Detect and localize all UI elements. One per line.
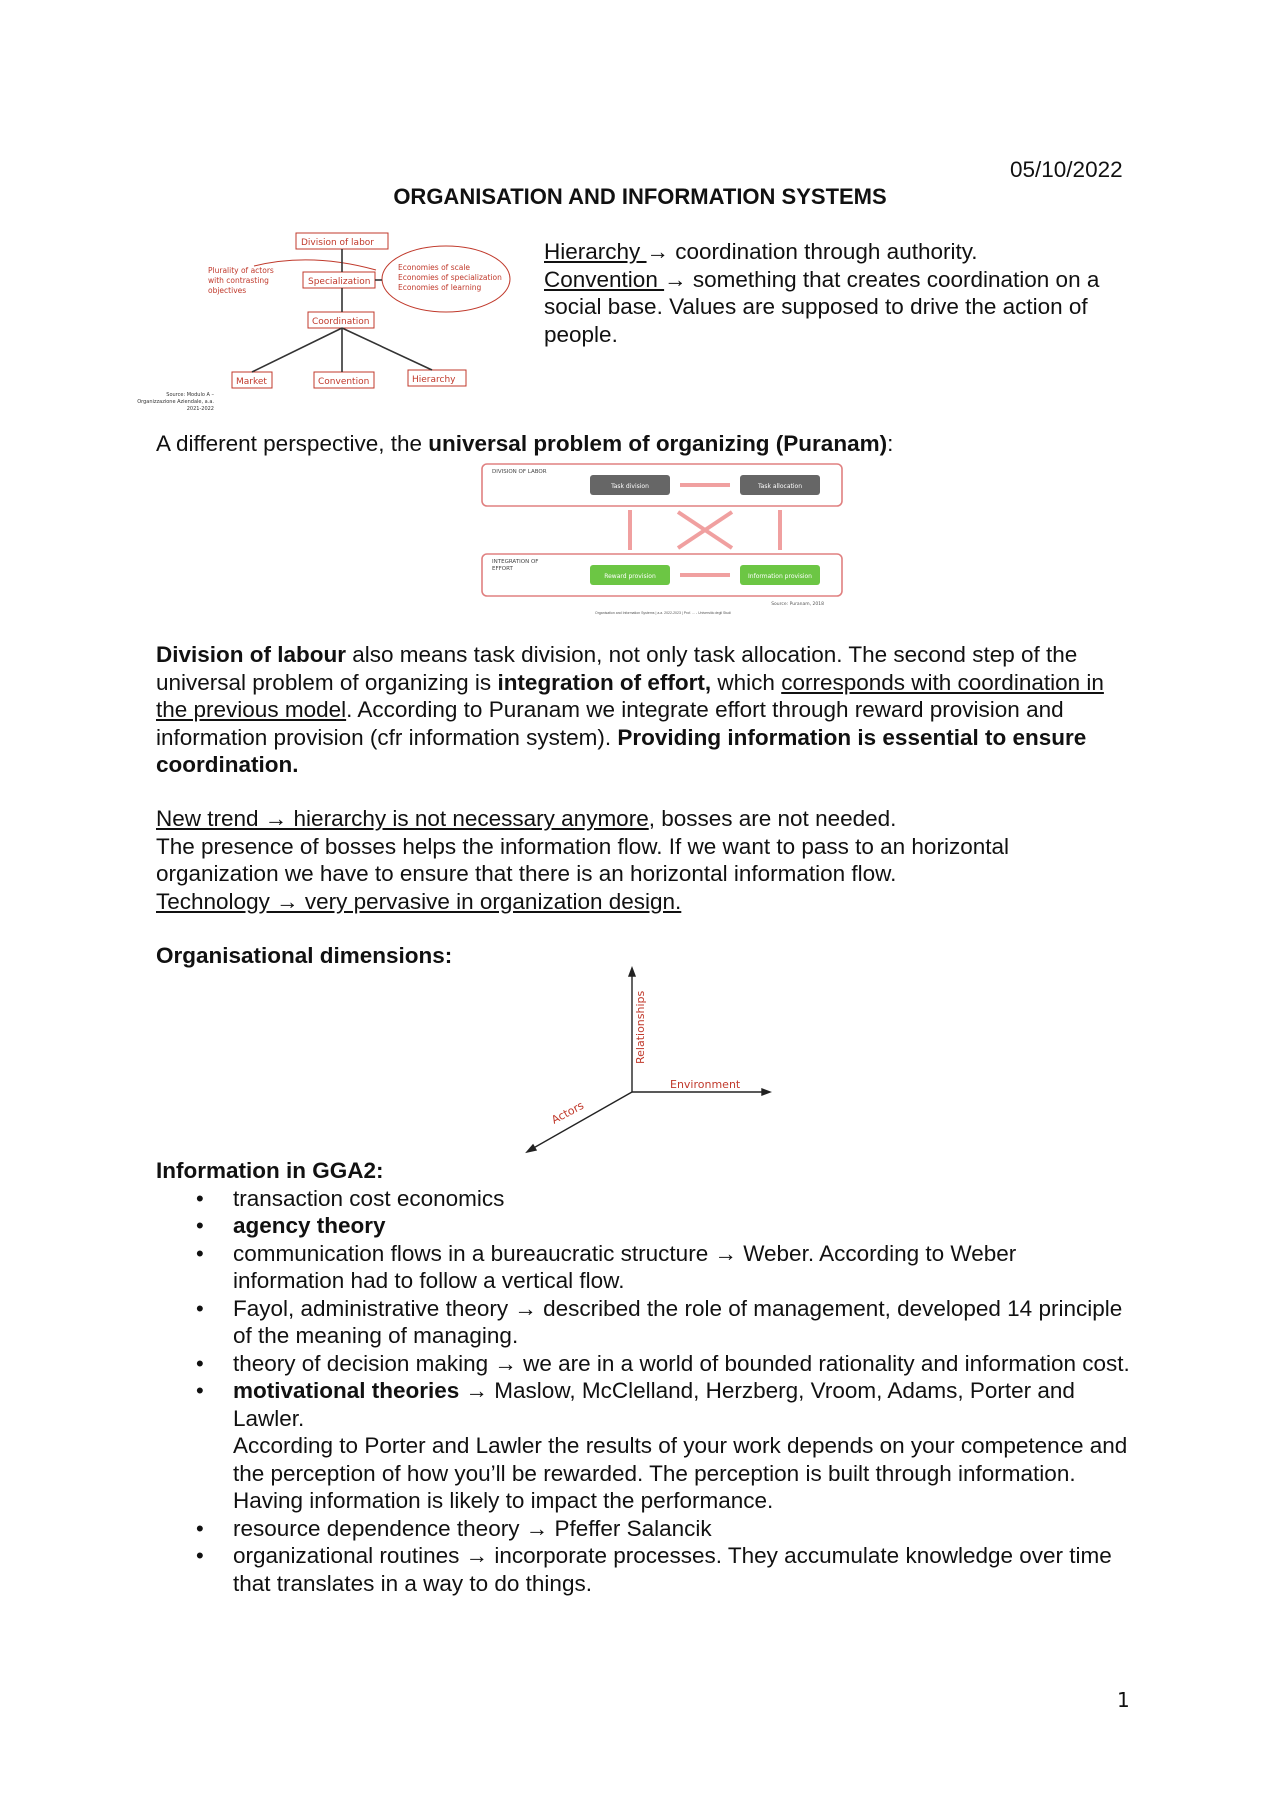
- division-bold-3: Providing information is essential to ensure coordination.: [156, 724, 1087, 777]
- hierarchy-definition: [544, 238, 1144, 266]
- gga2-list: [156, 1185, 1131, 1598]
- actors-label: Actors: [549, 1098, 587, 1127]
- technology-line: Technology → very pervasive in organization design.: [156, 888, 682, 914]
- fig2-footer: Organisation and Information Systems | a.a. 2022-2023 | Prof. ... - Università degli Studi: [594, 611, 732, 615]
- fig1-hierarchy-label: Hierarchy: [412, 375, 456, 385]
- fig1-coordination-label: Coordination: [312, 317, 370, 327]
- fig1-source-line3: 2021-2022: [186, 406, 214, 412]
- bosses-text: The presence of bosses helps the information flow. If we want to pass to an horizontal organization we have to ensure that there is an horizontal information flow.: [156, 833, 1009, 886]
- document-title: ORGANISATION AND INFORMATION SYSTEMS: [393, 184, 887, 209]
- fig1-economies-line2: Economies of specialization: [398, 273, 502, 282]
- division-underline: corresponds with coordination in the previous model: [156, 669, 1104, 722]
- division-band-label: DIVISION OF LABOR: [492, 469, 547, 475]
- list-item: • Fayol, administrative theory → described the role of management, developed 14 principle of the meaning of managing.: [156, 1295, 1131, 1350]
- intro-definitions: [544, 238, 1144, 348]
- motivational-theories-rest: → Maslow, McClelland, Herzberg, Vroom, Adams, Porter and Lawler.: [233, 1378, 1075, 1431]
- fig1-economies-line3: Economies of learning: [398, 283, 482, 292]
- task-allocation-label: Task allocation: [757, 483, 803, 490]
- task-division-label: Task division: [611, 483, 649, 490]
- gga2-heading-text: Information in GGA2:: [156, 1158, 384, 1183]
- trend-underline: New trend → hierarchy is not necessary anymore: [156, 806, 649, 831]
- convention-term: Convention: [544, 266, 665, 292]
- fig1-convention-label: Convention: [318, 377, 370, 387]
- gga2-section: [156, 1157, 1131, 1597]
- convention-definition: [544, 266, 1144, 349]
- trend-paragraph: [156, 805, 1131, 915]
- list-item: • transaction cost economics: [156, 1185, 1131, 1213]
- puranam-diagram: [478, 460, 848, 606]
- reward-provision-label: Reward provision: [604, 573, 656, 580]
- list-item: • resource dependence theory → Pfeffer Salancik: [156, 1515, 1131, 1543]
- dimensions-axes: [520, 966, 780, 1156]
- division-text-1: also means task division, not only task allocation. The second step of the universal problem of organizing is: [156, 642, 1078, 695]
- fig1-economies-line1: Economies of scale: [398, 263, 471, 272]
- fig1-source-line2: Organizzazione Aziendale, a.a.: [137, 399, 214, 405]
- information-provision-label: Information provision: [748, 573, 812, 580]
- page-number: 1: [1117, 1688, 1130, 1712]
- perspective-pre: A different perspective, the: [156, 431, 429, 456]
- division-text-2: which: [711, 669, 782, 695]
- perspective-bold: universal problem of organizing (Puranam): [428, 431, 888, 456]
- division-bold-2: integration of effort,: [497, 669, 712, 695]
- agency-theory-bold: agency theory: [233, 1213, 386, 1238]
- fig1-division-label: Division of labor: [301, 238, 374, 248]
- gga2-heading: [156, 1157, 1131, 1185]
- perspective-post: :: [887, 431, 894, 456]
- list-item: • organizational routines → incorporate processes. They accumulate knowledge over time that translates in a way to do things.: [156, 1542, 1131, 1597]
- document-date: 05/10/2022: [1010, 157, 1123, 182]
- hierarchy-term: Hierarchy: [544, 239, 647, 264]
- perspective-line: [156, 430, 1131, 458]
- porter-lawler-text: According to Porter and Lawler the results of your work depends on your competence and the perception of how you’ll be rewarded. The perception is built through information. Having information is likely to impact the performance.: [233, 1433, 1128, 1513]
- trend-line: [156, 805, 1131, 833]
- list-item: • theory of decision making → we are in a world of bounded rationality and information cost.: [156, 1350, 1131, 1378]
- division-bold-1: Division of labour: [156, 642, 347, 667]
- relationships-label: Relationships: [634, 990, 647, 1064]
- fig1-market-label: Market: [236, 377, 267, 387]
- fig1-plurality-line1: Plurality of actors: [208, 266, 274, 275]
- list-item: [156, 1212, 1131, 1240]
- list-item: • communication flows in a bureaucratic structure → Weber. According to Weber information had to follow a vertical flow.: [156, 1240, 1131, 1295]
- division-of-labor-diagram: [136, 222, 522, 412]
- list-item: [156, 1377, 1131, 1515]
- integration-band-label-1: INTEGRATION OF: [492, 559, 539, 565]
- dimensions-heading-text: Organisational dimensions:: [156, 943, 453, 968]
- environment-label: Environment: [670, 1078, 741, 1091]
- motivational-theories-bold: motivational theories: [233, 1378, 460, 1403]
- convention-description: → something that creates coordination on a social base. Values are supposed to drive the action of people.: [544, 266, 1100, 347]
- fig1-plurality-line2: with contrasting: [208, 276, 269, 285]
- fig1-plurality-line3: objectives: [208, 286, 247, 295]
- division-paragraph: [156, 641, 1131, 779]
- fig2-source: Source: Puranam, 2018: [771, 602, 824, 606]
- fig1-source-line1: Source: Modulo A –: [166, 392, 214, 398]
- division-text-3: . According to Puranam we integrate effort through reward provision and information provision (cfr information system).: [156, 697, 1064, 750]
- hierarchy-description: → coordination through authority.: [646, 239, 978, 264]
- fig1-specialization-label: Specialization: [308, 277, 371, 287]
- trend-rest: , bosses are not needed.: [648, 806, 897, 831]
- integration-band-label-2: EFFORT: [492, 566, 513, 572]
